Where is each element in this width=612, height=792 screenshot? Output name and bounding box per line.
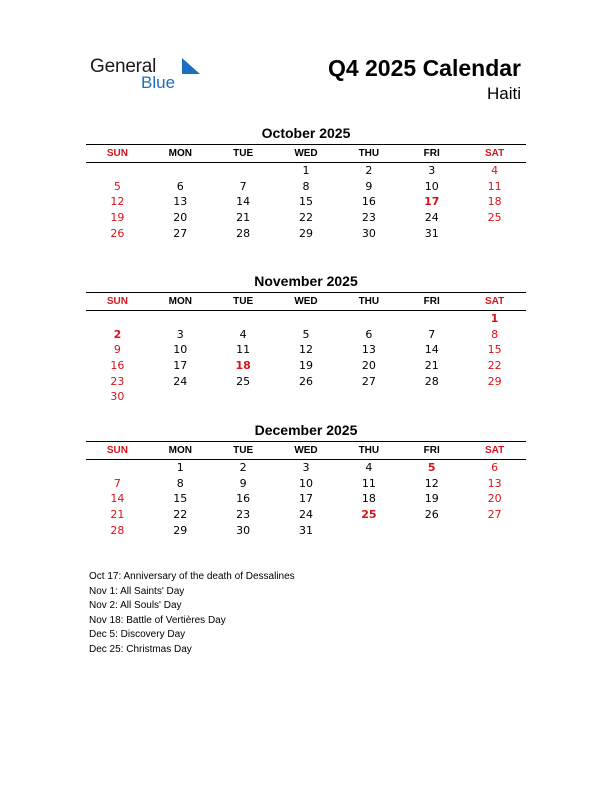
week-row [86,342,526,358]
logo-word-blue: Blue [141,73,176,92]
day-cell: 25 [487,211,502,225]
day-cell: 27 [361,374,376,388]
weekday-header: THU [358,445,380,456]
day-cell: 28 [424,374,439,388]
day-cell: 12 [110,195,125,209]
holiday-note: Nov 18: Battle of Vertières Day [89,614,226,626]
weekday-header: FRI [423,296,440,307]
day-cell: 2 [365,164,373,177]
day-cell: 31 [299,523,313,537]
week-row [86,194,526,210]
day-cell: 17 [424,195,440,209]
day-cell: 1 [176,461,184,474]
week-row [86,210,526,226]
day-cell: 6 [491,461,499,474]
weekday-header: WED [294,296,318,307]
day-cell: 15 [487,343,502,357]
day-cell [400,523,463,539]
day-cell: 13 [173,195,188,209]
day-cell: 12 [299,343,313,357]
day-cell: 5 [302,327,310,341]
day-cell: 17 [173,359,188,373]
logo-word-general: General [90,56,157,77]
day-cell: 6 [365,327,373,341]
month-title: December 2025 [254,422,358,438]
day-cell: 14 [236,195,251,209]
day-cell [463,523,526,539]
week-row [86,358,526,374]
day-cell: 31 [424,226,439,240]
day-cell [212,311,275,327]
day-cell: 18 [487,195,502,209]
weekday-header-row [86,144,526,163]
day-cell: 19 [110,211,125,225]
day-cell: 27 [173,226,188,240]
day-cell: 3 [302,461,310,474]
weekday-header: TUE [233,296,254,307]
day-cell: 7 [428,327,436,341]
day-cell: 10 [424,179,439,193]
weekday-header: SUN [106,296,128,307]
day-cell [86,460,149,476]
day-cell: 4 [491,164,499,177]
day-cell: 19 [299,359,313,373]
day-cell: 24 [173,374,188,388]
day-cell: 11 [487,179,502,193]
day-cell: 24 [424,211,439,225]
day-cell: 21 [110,508,125,522]
week-row [86,311,526,327]
day-cell: 26 [110,226,125,240]
weekday-header-row [86,292,526,311]
day-cell: 14 [110,492,125,506]
day-cell: 9 [113,343,121,357]
weekday-header: MON [168,296,192,307]
week-row [86,163,526,179]
day-cell [212,163,275,179]
weekday-header: SUN [106,148,128,159]
day-cell: 18 [235,359,251,373]
day-cell [463,226,526,242]
day-cell: 22 [487,359,502,373]
week-row [86,491,526,507]
day-cell: 27 [487,508,502,522]
month-october [86,124,526,241]
day-cell: 26 [424,508,439,522]
day-cell [400,311,463,327]
day-cell [149,389,212,405]
week-row [86,389,526,405]
day-cell: 30 [361,226,376,240]
day-cell [337,523,400,539]
day-cell: 28 [236,226,251,240]
day-cell: 2 [113,327,122,341]
weekday-header: TUE [233,148,254,159]
day-cell: 21 [424,359,439,373]
day-cell: 5 [427,461,436,474]
weekday-header: SUN [106,445,128,456]
holiday-note: Nov 1: All Saints' Day [89,585,185,597]
month-november [86,272,526,405]
day-cell: 10 [173,343,188,357]
day-cell: 29 [173,523,188,537]
day-cell: 13 [487,476,502,490]
day-cell: 5 [113,179,121,193]
day-cell [86,311,149,327]
day-cell: 9 [239,476,247,490]
day-cell: 30 [236,523,251,537]
day-cell: 2 [239,461,247,474]
day-cell [275,389,338,405]
day-cell: 23 [361,211,376,225]
weekday-header: WED [294,445,318,456]
day-cell: 30 [110,390,125,404]
weekday-header: WED [294,148,318,159]
week-row [86,507,526,523]
month-december [86,421,526,538]
day-cell: 20 [361,359,376,373]
day-cell: 3 [428,164,436,177]
month-title: November 2025 [254,273,358,289]
weekday-header-row [86,441,526,460]
day-cell: 19 [424,492,439,506]
holiday-note: Dec 5: Discovery Day [89,629,186,640]
day-cell [149,163,212,179]
day-cell [275,311,338,327]
weekday-header: THU [358,296,380,307]
day-cell [212,389,275,405]
day-cell: 8 [302,179,310,193]
day-cell: 7 [239,179,247,193]
day-cell [337,389,400,405]
week-row [86,374,526,390]
day-cell [86,163,149,179]
day-cell: 4 [239,327,247,341]
week-row [86,476,526,492]
day-cell: 17 [299,492,313,506]
day-cell: 15 [173,492,188,506]
weekday-header: TUE [233,445,254,456]
weekday-header: FRI [423,445,440,456]
day-cell: 3 [176,327,184,341]
day-cell: 11 [236,343,251,357]
day-cell: 11 [361,476,376,490]
day-cell: 25 [361,508,377,522]
generalblue-logo [90,56,200,96]
day-cell: 8 [491,327,499,341]
day-cell: 16 [110,359,125,373]
logo-flag-icon [182,58,202,76]
day-cell: 14 [424,343,439,357]
day-cell: 6 [176,179,184,193]
day-cell: 12 [424,476,439,490]
week-row [86,460,526,476]
day-cell: 16 [361,195,376,209]
holiday-note: Nov 2: All Souls' Day [89,600,182,611]
day-cell [149,311,212,327]
weekday-header: THU [358,148,380,159]
holiday-notes [89,570,295,657]
day-cell: 8 [176,476,184,490]
page-title: Q4 2025 Calendar [327,55,521,81]
day-cell: 26 [299,374,313,388]
day-cell: 7 [113,476,121,490]
week-row [86,179,526,195]
month-title: October 2025 [261,125,351,141]
week-row [86,327,526,343]
week-row [86,523,526,539]
day-cell [463,389,526,405]
weekday-header: MON [168,445,192,456]
day-cell: 23 [236,508,251,522]
day-cell: 10 [299,476,313,490]
day-cell: 22 [299,211,313,225]
holiday-note: Oct 17: Anniversary of the death of Dessalines [89,571,295,582]
weekday-header: SAT [484,296,505,307]
day-cell: 1 [490,312,499,325]
day-cell: 15 [299,195,313,209]
weekday-header: MON [168,148,192,159]
day-cell [337,311,400,327]
weekday-header: FRI [423,148,440,159]
day-cell: 28 [110,523,125,537]
day-cell: 29 [487,374,502,388]
day-cell: 21 [236,211,251,225]
day-cell: 22 [173,508,188,522]
day-cell: 20 [487,492,502,506]
day-cell: 25 [236,374,251,388]
holiday-note: Dec 25: Christmas Day [89,643,192,655]
day-cell: 4 [365,461,373,474]
day-cell: 29 [299,226,313,240]
day-cell: 16 [236,492,251,506]
day-cell: 1 [302,164,310,177]
day-cell: 13 [361,343,376,357]
week-row [86,226,526,242]
day-cell: 9 [365,179,373,193]
country-name: Haiti [486,84,521,103]
weekday-header: SAT [484,148,505,159]
day-cell: 20 [173,211,188,225]
weekday-header: SAT [484,445,505,456]
day-cell: 24 [299,508,313,522]
day-cell: 18 [361,492,376,506]
day-cell [400,389,463,405]
day-cell: 23 [110,374,125,388]
